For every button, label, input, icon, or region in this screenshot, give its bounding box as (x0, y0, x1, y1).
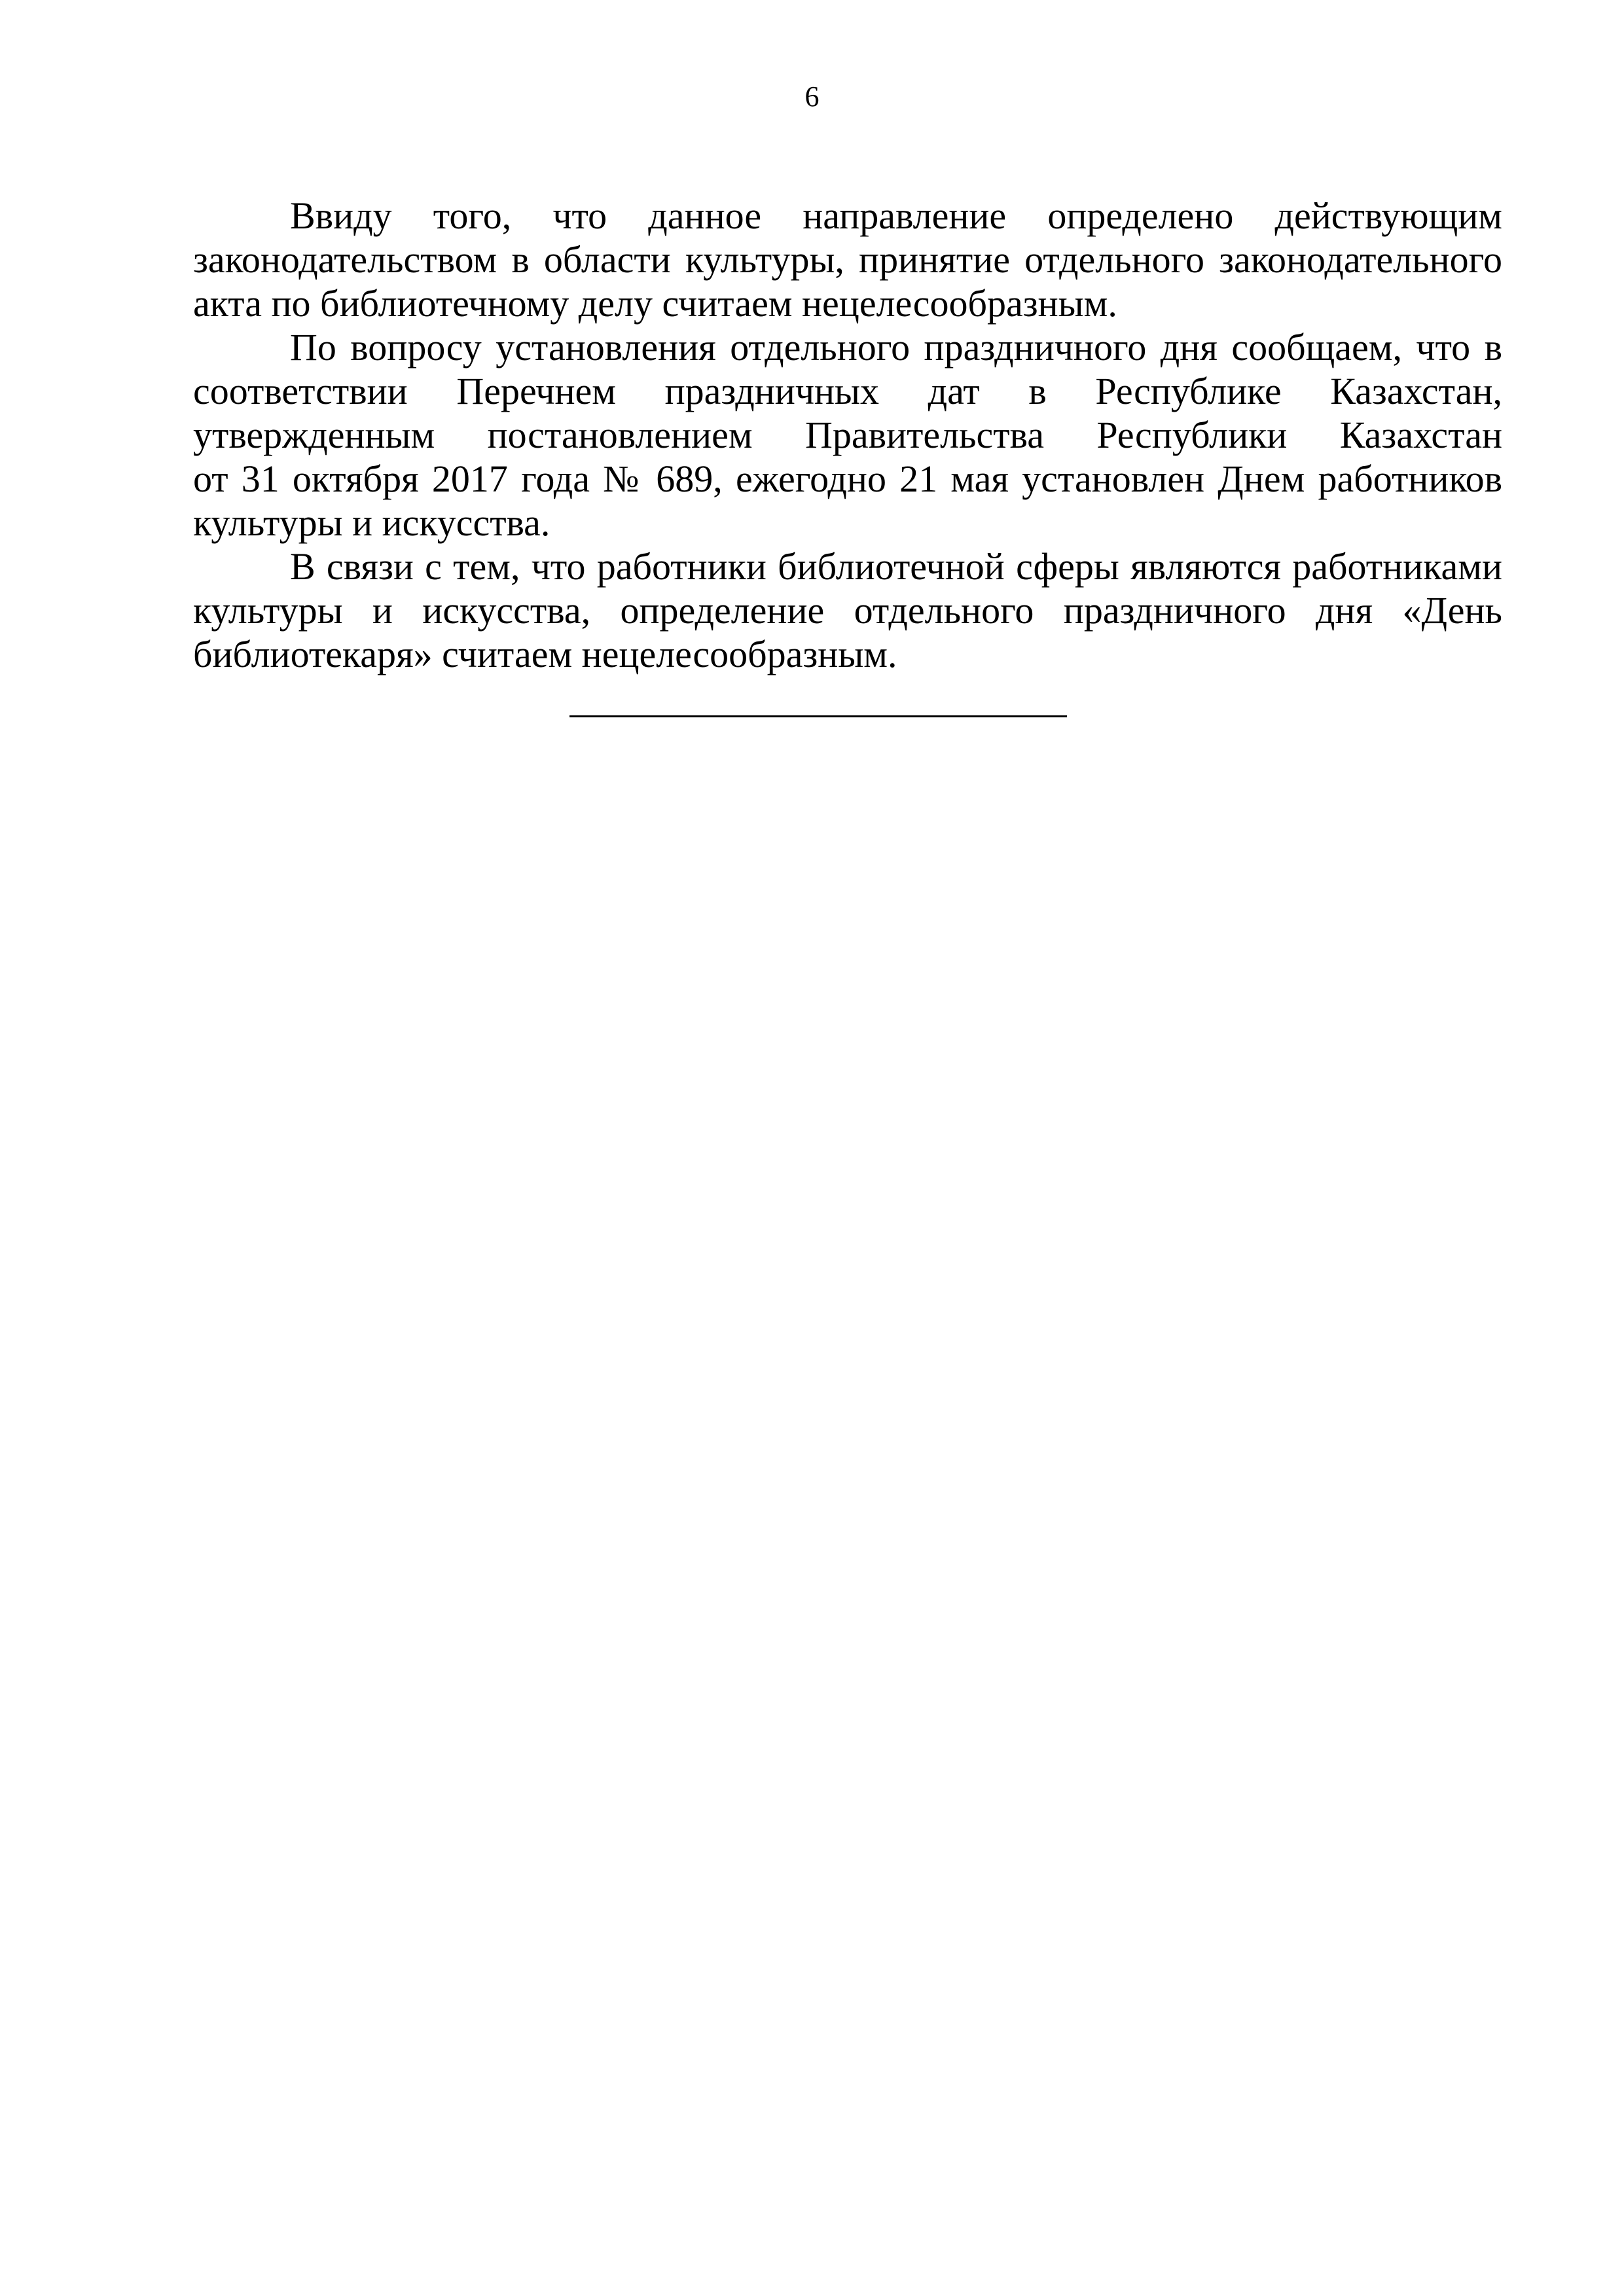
text-line: соответствии Перечнем праздничных дат в Республике Казахстан, (193, 370, 1502, 412)
text-line: культуры и искусства. (193, 501, 550, 544)
text-line: культуры и искусства, определение отдельного праздничного дня «День (193, 589, 1502, 632)
text-line: Ввиду того, что данное направление определено действующим (290, 194, 1502, 237)
paragraph-librarian-day (193, 545, 1502, 676)
document-body (193, 194, 1502, 676)
paragraph-holiday-day (193, 325, 1502, 545)
paragraph-library-law (193, 194, 1502, 325)
text-line: законодательством в области культуры, принятие отдельного законодательного (193, 238, 1502, 281)
text-line: В связи с тем, что работники библиотечной сферы являются работниками (290, 545, 1502, 588)
text-line: от 31 октября 2017 года № 689, ежегодно 21 мая установлен Днем работников (193, 457, 1502, 500)
text-line: библиотекаря» считаем нецелесообразным. (193, 633, 897, 675)
end-separator-line (569, 715, 1067, 717)
text-line: По вопросу установления отдельного праздничного дня сообщаем, что в (290, 326, 1502, 368)
text-line: утвержденным постановлением Правительства Республики Казахстан (193, 414, 1502, 456)
page-number: 6 (804, 81, 820, 113)
text-line: акта по библиотечному делу считаем нецелесообразным. (193, 282, 1117, 325)
